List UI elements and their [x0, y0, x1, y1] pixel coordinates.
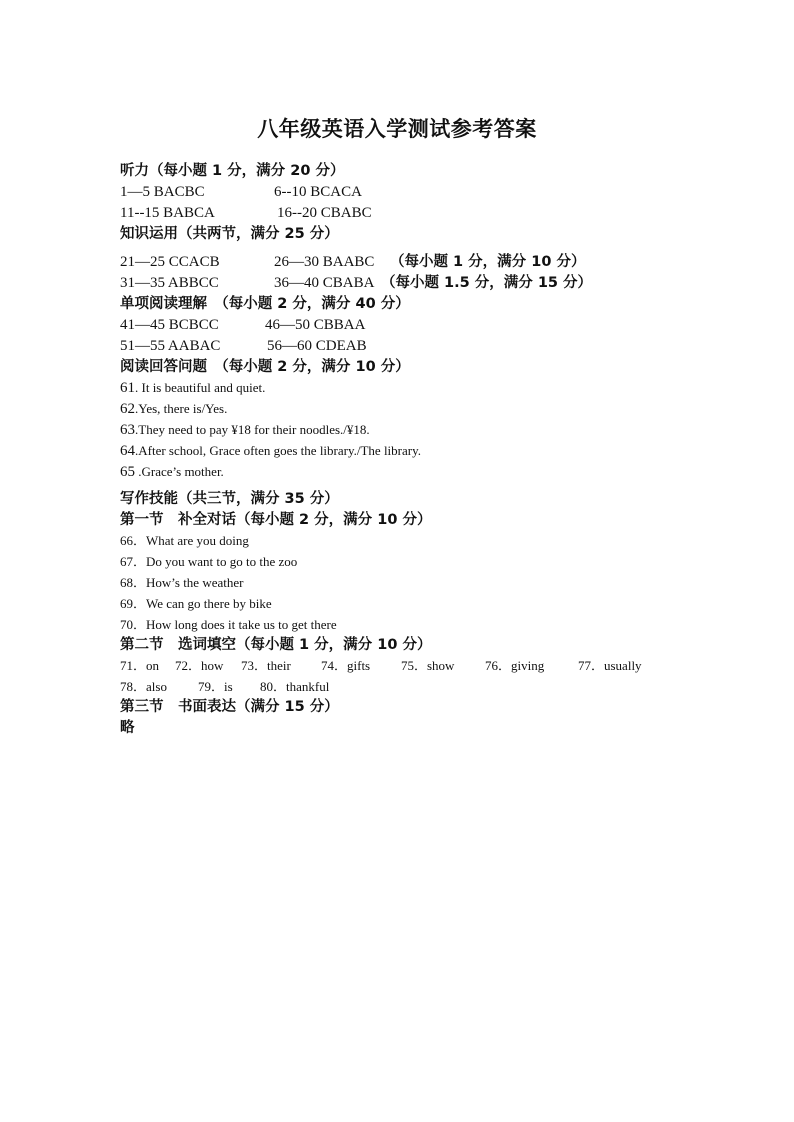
qa-item — [120, 441, 421, 461]
word-answer: 72．how — [175, 658, 224, 673]
listening-row-1 — [120, 182, 362, 202]
score-note: （每小题 1 分，满分 10 分） — [390, 254, 586, 270]
item-number: 63 — [120, 422, 135, 438]
section3-answer: 略 — [120, 720, 135, 736]
word-answer: 75．show — [401, 658, 455, 673]
item-number: 61 — [120, 380, 135, 396]
dialogue-item: 70．How long does it take us to get there — [120, 617, 337, 632]
section1-heading: 第一节 补全对话（每小题 2 分，满分 10 分） — [120, 512, 432, 528]
qa-item — [120, 462, 224, 482]
word-answer: 74．gifts — [321, 658, 371, 673]
answer-group: 1—5 BACBC — [120, 184, 205, 200]
reading-row-2 — [120, 336, 367, 356]
word-answer: 80．thankful — [260, 679, 330, 694]
section3-heading: 第三节 书面表达（满分 15 分） — [120, 699, 339, 715]
listening-row-2 — [120, 203, 372, 223]
item-text: .After school, Grace often goes the library./The library. — [135, 443, 422, 458]
answer-group: 6--10 BCACA — [274, 184, 362, 200]
answer-group: 36—40 CBABA — [274, 275, 375, 291]
word-answer: 77．usually — [578, 658, 642, 673]
qa-heading: 阅读回答问题 （每小题 2 分，满分 10 分） — [120, 359, 410, 375]
item-text: .Yes, there is/Yes. — [135, 401, 228, 416]
qa-item — [120, 399, 227, 419]
item-number: 64 — [120, 443, 135, 459]
answer-group: 16--20 CBABC — [277, 205, 372, 221]
answer-group: 21—25 CCACB — [120, 254, 220, 270]
word-answer: 73．their — [241, 658, 291, 673]
answer-group: 41—45 BCBCC — [120, 317, 219, 333]
reading-heading: 单项阅读理解 （每小题 2 分，满分 40 分） — [120, 296, 410, 312]
answer-group: 31—35 ABBCC — [120, 275, 219, 291]
item-number: 65 — [120, 464, 135, 480]
word-answer: 78．also — [120, 679, 167, 694]
word-fill-row-1 — [120, 656, 680, 676]
knowledge-row-1 — [120, 252, 586, 272]
word-answer: 76．giving — [485, 658, 545, 673]
answer-group: 46—50 CBBAA — [265, 317, 366, 333]
reading-row-1 — [120, 315, 366, 335]
word-fill-row-2 — [120, 677, 420, 697]
dialogue-item: 68．How’s the weather — [120, 575, 244, 590]
section2-heading: 第二节 选词填空（每小题 1 分，满分 10 分） — [120, 637, 432, 653]
listening-heading: 听力（每小题 1 分，满分 20 分） — [120, 163, 345, 179]
answer-group: 11--15 BABCA — [120, 205, 215, 221]
dialogue-item: 67．Do you want to go to the zoo — [120, 554, 298, 569]
word-answer: 71．on — [120, 658, 160, 673]
dialogue-item: 69．We can go there by bike — [120, 596, 272, 611]
answer-group: 56—60 CDEAB — [267, 338, 367, 354]
page-title: 八年级英语入学测试参考答案 — [257, 117, 537, 141]
knowledge-heading: 知识运用（共两节，满分 25 分） — [120, 226, 339, 242]
item-number: 62 — [120, 401, 135, 417]
word-answer: 79．is — [198, 679, 233, 694]
item-text: . It is beautiful and quiet. — [135, 380, 266, 395]
knowledge-row-2 — [120, 273, 593, 293]
qa-item — [120, 378, 265, 398]
answer-group: 26—30 BAABC — [274, 254, 375, 270]
answer-group: 51—55 AABAC — [120, 338, 221, 354]
item-text: .Grace’s mother. — [135, 464, 224, 479]
qa-item — [120, 420, 370, 440]
writing-heading: 写作技能（共三节，满分 35 分） — [120, 491, 339, 507]
score-note: （每小题 1.5 分，满分 15 分） — [381, 275, 593, 291]
item-text: .They need to pay ¥18 for their noodles./¥18. — [135, 422, 370, 437]
dialogue-item: 66．What are you doing — [120, 533, 249, 548]
